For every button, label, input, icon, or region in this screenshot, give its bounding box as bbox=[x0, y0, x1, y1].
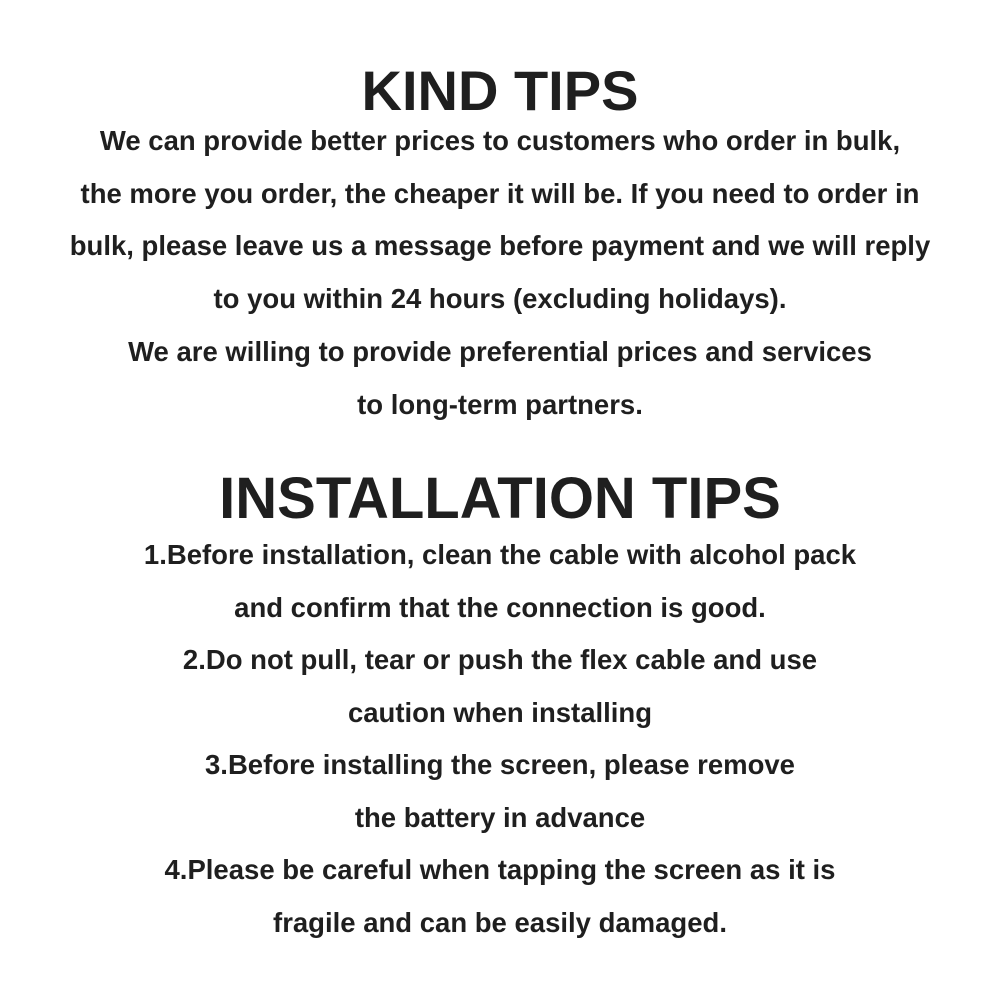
installation-tips-line: 1.Before installation, clean the cable with alcohol pack bbox=[143, 539, 857, 570]
kind-tips-title: KIND TIPS bbox=[361, 59, 639, 122]
installation-tips-line: fragile and can be easily damaged. bbox=[273, 907, 727, 938]
installation-tips-title: INSTALLATION TIPS bbox=[219, 466, 781, 531]
installation-tips-line: and confirm that the connection is good. bbox=[234, 592, 766, 623]
installation-tips-line: caution when installing bbox=[347, 697, 653, 728]
kind-tips-line: to you within 24 hours (excluding holidays). bbox=[213, 283, 787, 314]
installation-tips-line: the battery in advance bbox=[354, 802, 646, 833]
kind-tips-line: We can provide better prices to customers who order in bulk, bbox=[99, 125, 901, 156]
kind-tips-line: to long-term partners. bbox=[357, 389, 643, 420]
kind-tips-line: the more you order, the cheaper it will be. If you need to order in bbox=[80, 178, 920, 209]
installation-tips-line: 4.Please be careful when tapping the screen as it is bbox=[164, 854, 836, 885]
installation-tips-line: 2.Do not pull, tear or push the flex cable and use bbox=[182, 644, 818, 675]
kind-tips-line: We are willing to provide preferential prices and services bbox=[128, 336, 872, 367]
installation-tips-line: 3.Before installing the screen, please remove bbox=[205, 749, 795, 780]
kind-tips-line: bulk, please leave us a message before payment and we will reply bbox=[69, 230, 931, 261]
